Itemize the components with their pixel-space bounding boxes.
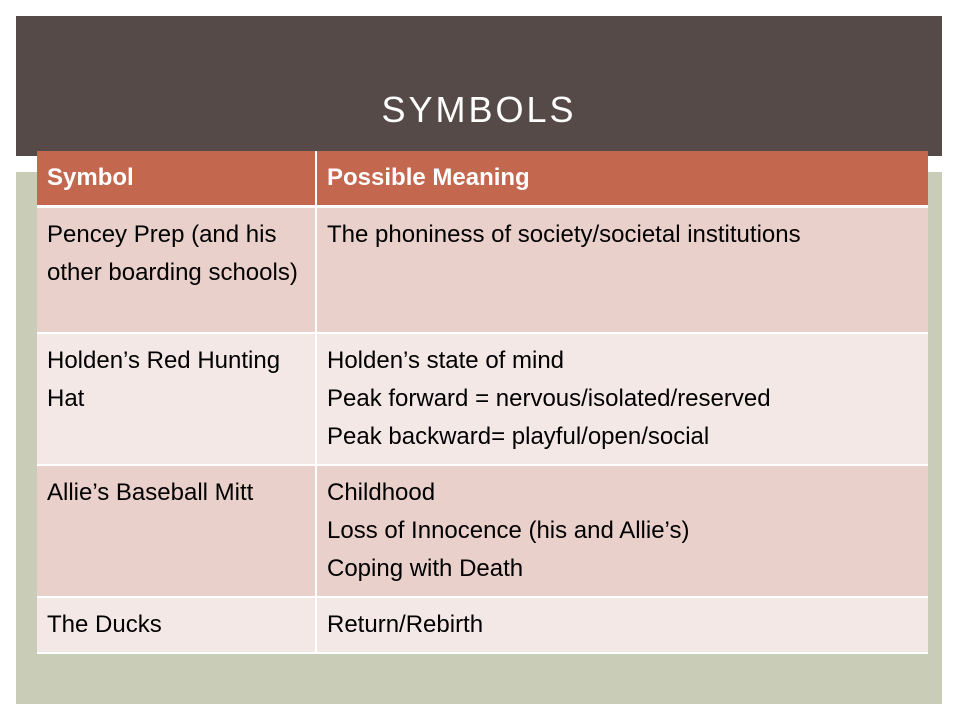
meaning-cell xyxy=(316,207,928,333)
meaning-line: Return/Rebirth xyxy=(327,610,484,638)
symbol-cell: Allie’s Baseball Mitt xyxy=(37,465,316,597)
symbols-table-container xyxy=(37,151,928,654)
meaning-line: Coping with Death xyxy=(327,554,524,582)
meaning-cell xyxy=(316,597,928,653)
table-row xyxy=(37,465,928,597)
meaning-line: Peak backward= playful/open/social xyxy=(327,422,710,450)
meaning-cell xyxy=(316,333,928,465)
header-symbol: Symbol xyxy=(37,151,316,207)
symbol-cell: Pencey Prep (and his other boarding schools) xyxy=(37,207,316,333)
table-row xyxy=(37,207,928,333)
meaning-line: Peak forward = nervous/isolated/reserved xyxy=(327,384,771,412)
meaning-line: Holden’s state of mind xyxy=(327,346,565,374)
meaning-line: Childhood xyxy=(327,478,436,506)
symbols-table xyxy=(37,151,928,654)
title-band xyxy=(16,16,942,156)
table-header-row xyxy=(37,151,928,207)
meaning-line: The phoniness of society/societal institutions xyxy=(327,221,801,248)
header-possible-meaning: Possible Meaning xyxy=(316,151,928,207)
table-row xyxy=(37,333,928,465)
symbol-cell: Holden’s Red Hunting Hat xyxy=(37,333,316,465)
meaning-line: Loss of Innocence (his and Allie’s) xyxy=(327,516,690,544)
slide-title: SYMBOLS xyxy=(381,89,577,130)
table-row xyxy=(37,597,928,653)
symbol-cell: The Ducks xyxy=(37,597,316,653)
meaning-cell xyxy=(316,465,928,597)
